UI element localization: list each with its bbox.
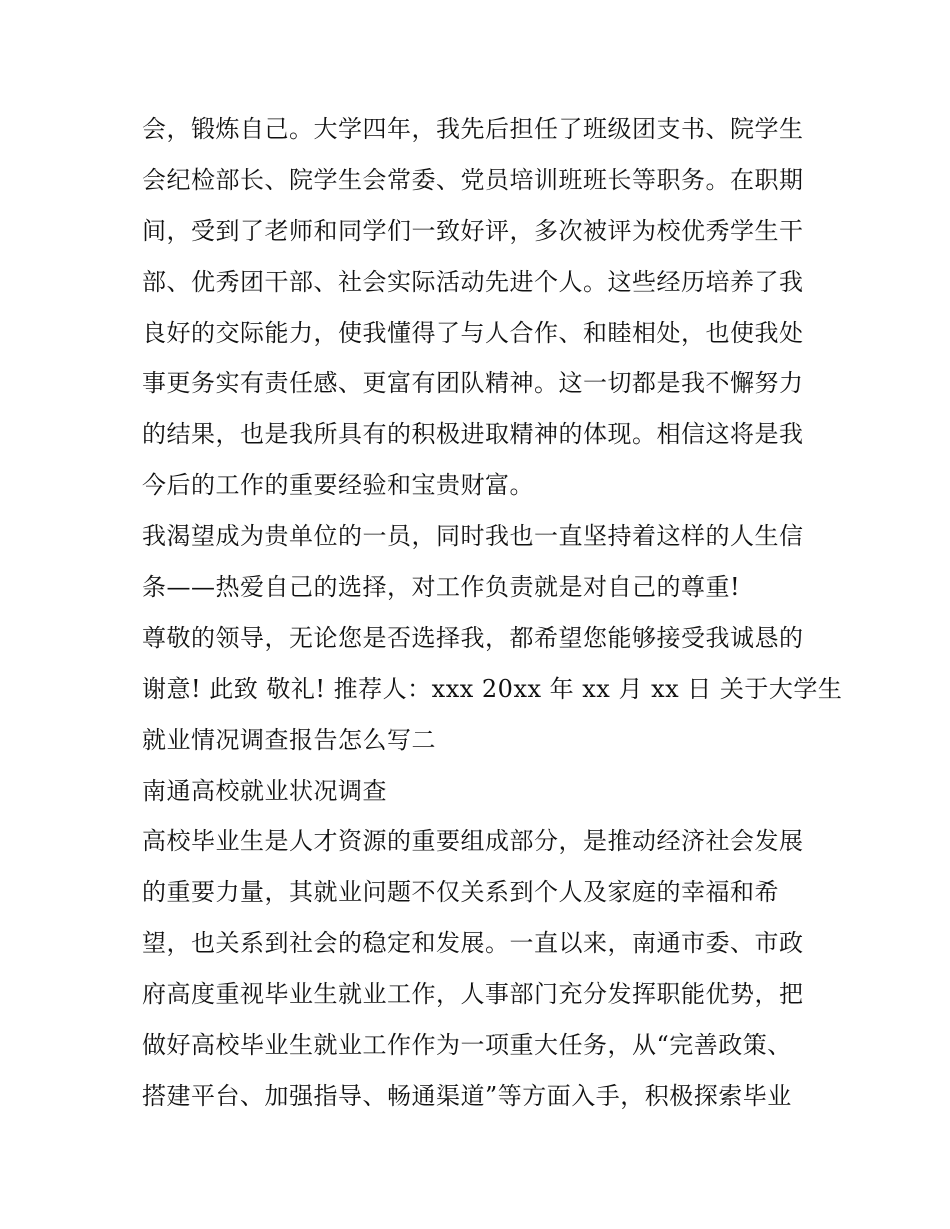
text-line: 今后的工作的重要经验和宝贵财富。 [142,471,534,500]
text-line: 望，也关系到社会的稳定和发展。一直以来，南通市委、市政 [142,929,804,958]
text-line: 的重要力量，其就业问题不仅关系到个人及家庭的幸福和希 [142,878,779,907]
text-line: 间，受到了老师和同学们一致好评，多次被评为校优秀学生干 [142,216,804,245]
text-line: 就业情况调查报告怎么写二 [142,725,436,754]
text-line: 尊敬的领导，无论您是否选择我，都希望您能够接受我诚恳的 [142,623,804,652]
text-line: 部、优秀团干部、社会实际活动先进个人。这些经历培养了我 [142,267,804,296]
text-line: 会，锻炼自己。大学四年，我先后担任了班级团支书、院学生 [142,115,804,143]
text-line: 府高度重视毕业生就业工作，人事部门充分发挥职能优势，把 [142,980,804,1009]
text-line: 谢意! 此致 敬礼! 推荐人：xxx 20xx 年 xx 月 xx 日 关于大学生 [142,674,843,703]
text-line: 会纪检部长、院学生会常委、党员培训班班长等职务。在职期 [142,165,804,194]
text-line: 事更务实有责任感、更富有团队精神。这一切都是我不懈努力 [142,369,804,398]
text-line: 做好高校毕业生就业工作作为一项重大任务，从“完善政策、 [142,1031,792,1060]
section-heading: 南通高校就业状况调查 [142,776,387,805]
body-text [142,104,843,1122]
text-line: 我渴望成为贵单位的一员，同时我也一直坚持着这样的人生信 [142,522,804,551]
text-line: 的结果，也是我所具有的积极进取精神的体现。相信这将是我 [142,420,804,449]
text-line: 高校毕业生是人才资源的重要组成部分，是推动经济社会发展 [142,827,804,856]
text-line: 条——热爱自己的选择，对工作负责就是对自己的尊重! [142,573,741,602]
text-line: 良好的交际能力，使我懂得了与人合作、和睦相处，也使我处 [142,318,804,347]
text-line: 搭建平台、加强指导、畅通渠道”等方面入手，积极探索毕业 [142,1081,792,1110]
